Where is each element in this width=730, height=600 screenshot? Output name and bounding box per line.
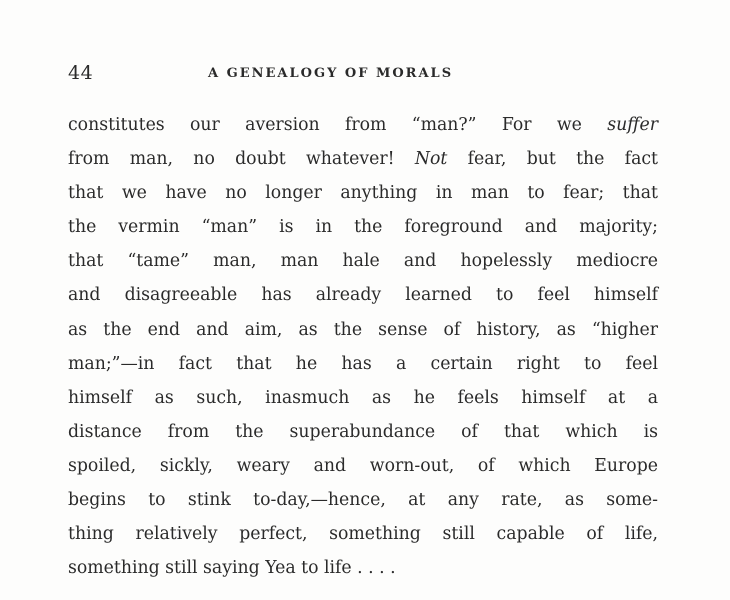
text-line: that we have no longer anything in man to fear; that	[68, 183, 658, 204]
text-line: spoiled, sickly, weary and worn-out, of which Europe	[68, 455, 658, 476]
page-number: 44	[68, 62, 94, 84]
text-line: and disagreeable has already learned to feel himself	[68, 285, 658, 306]
running-head	[68, 62, 658, 86]
text-line: distance from the superabundance of that which is	[68, 421, 658, 442]
running-title: A GENEALOGY OF MORALS	[208, 66, 454, 81]
text-line: himself as such, inasmuch as he feels himself at a	[68, 387, 658, 408]
text-line: begins to stink to-day,—hence, at any rate, as some-	[68, 490, 658, 511]
text-line: constitutes our aversion from “man?” For we suffer	[68, 115, 658, 135]
body-paragraph	[68, 108, 658, 585]
text-line: man;”—in fact that he has a certain right to feel	[68, 353, 658, 374]
text-line: something still saying Yea to life . . . .	[68, 558, 396, 579]
text-line: thing relatively perfect, something still capable of life,	[68, 524, 658, 545]
text-line: as the end and aim, as the sense of history, as “higher	[68, 319, 658, 340]
text-line: that “tame” man, man hale and hopelessly mediocre	[68, 251, 658, 272]
text-line: from man, no doubt whatever! Not fear, but the fact	[68, 149, 658, 170]
text-line: the vermin “man” is in the foreground and majority;	[68, 217, 658, 238]
